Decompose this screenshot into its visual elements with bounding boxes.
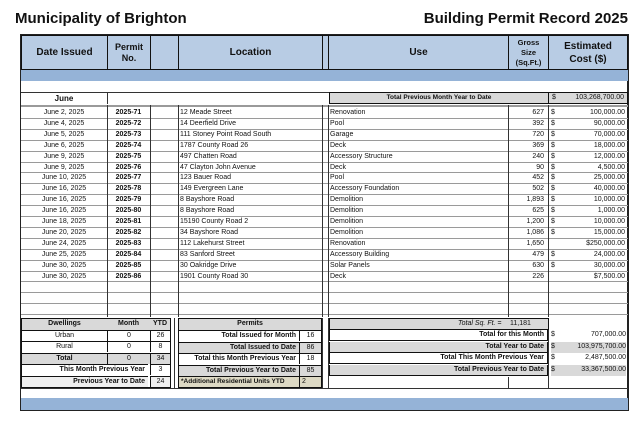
permit-cost: 30,000.00	[593, 261, 625, 269]
permit-use: Demolition	[330, 218, 364, 225]
month-row-divider	[107, 92, 108, 104]
permit-cost-currency: $	[551, 228, 555, 236]
col-divider	[150, 105, 151, 317]
permit-number: 2025-74	[115, 141, 142, 149]
summary-bottom-line	[21, 388, 628, 389]
permit-use: Pool	[330, 119, 345, 127]
permit-cost-currency: $	[551, 185, 555, 193]
additional-units-value: 2	[299, 376, 321, 387]
col-header-gross-l1: Gross	[517, 37, 540, 47]
prev-month-ytd-currency: $	[552, 94, 556, 101]
permit-date: June 18, 2025	[41, 218, 87, 225]
dwelling-ytd: 34	[150, 353, 170, 364]
permit-cost-currency: $	[551, 261, 555, 269]
col-header-permit	[107, 35, 151, 70]
cost-summary-label: Total Year to Date	[329, 342, 548, 353]
dwelling-month: 0	[107, 341, 150, 352]
permit-number: 2025-82	[115, 228, 142, 236]
dwellings-ytd-header: YTD	[150, 319, 170, 330]
prev-month-ytd-value: 103,268,700.00	[575, 94, 624, 101]
permit-number: 2025-77	[115, 174, 142, 182]
dwelling-month: 0	[107, 330, 150, 341]
dwellings-header: Dwellings	[22, 319, 107, 330]
permit-date: June 30, 2025	[41, 261, 87, 269]
permit-use: Renovation	[330, 239, 366, 247]
col-divider	[508, 105, 509, 317]
cost-summary-value: 103,975,700.00	[560, 342, 626, 353]
permit-location: 111 Stoney Point Road South	[180, 130, 272, 138]
permit-size: 1,650	[526, 239, 544, 247]
permit-number: 2025-78	[115, 185, 142, 193]
permit-cost: 70,000.00	[593, 130, 625, 138]
permit-cost-currency: $	[551, 141, 555, 149]
permit-cost: 15,000.00	[593, 228, 625, 236]
permit-number: 2025-81	[115, 218, 142, 225]
permit-use: Garage	[330, 130, 354, 138]
permit-size: 1,086	[526, 228, 544, 236]
rows-top-rule	[21, 105, 628, 107]
permits-summary-label: Total Previous Year to Date	[179, 365, 299, 376]
permit-location: 12 Meade Street	[180, 109, 232, 116]
col-divider	[174, 318, 175, 388]
col-divider	[508, 377, 509, 388]
permit-size: 90	[536, 163, 544, 171]
col-header-permit-l1: Permit	[114, 41, 143, 52]
row-divider	[21, 303, 628, 304]
permit-cost: 40,000.00	[593, 185, 625, 193]
col-header-blank	[150, 35, 179, 70]
dwelling-month: 0	[107, 353, 150, 364]
prev-month-ytd-value-cell	[548, 92, 628, 104]
col-header-location-label: Location	[229, 47, 272, 58]
row-divider	[21, 281, 628, 282]
permits-summary-value: 18	[299, 353, 321, 364]
dwelling-ytd: 26	[150, 330, 170, 341]
permit-size: 226	[532, 272, 544, 280]
cost-summary-currency: $	[551, 365, 561, 376]
permit-use: Accessory Foundation	[330, 185, 400, 193]
permits-summary-header: Permits	[179, 319, 321, 330]
cost-summary-label: Total This Month Previous Year	[329, 353, 548, 364]
total-sqft-value: 11,181	[510, 320, 531, 327]
permit-cost-currency: $	[551, 152, 555, 160]
permit-cost: 24,000.00	[593, 250, 625, 258]
permit-cost-currency: $	[551, 119, 555, 127]
permit-location: 123 Bauer Road	[180, 174, 231, 182]
permits-summary-label: Total this Month Previous Year	[179, 353, 299, 364]
permit-date: June 5, 2025	[43, 130, 85, 138]
row-divider	[21, 314, 628, 315]
permit-number: 2025-71	[115, 109, 142, 116]
col-divider	[548, 330, 549, 388]
permit-location: 47 Clayton John Avenue	[180, 163, 256, 171]
permit-use: Pool	[330, 174, 345, 182]
col-header-date-label: Date Issued	[36, 47, 93, 58]
permit-number: 2025-75	[115, 152, 142, 160]
permit-cost-currency: $	[551, 196, 555, 204]
permit-cost-currency: $	[551, 163, 555, 171]
dwell-prev-year-to-date-label: Previous Year to Date	[22, 376, 148, 387]
permit-location: 15190 County Road 2	[180, 218, 249, 225]
permit-cost: 1,000.00	[597, 207, 625, 215]
permit-cost: 10,000.00	[593, 218, 625, 225]
row-divider	[21, 292, 628, 293]
permit-use: Demolition	[330, 196, 364, 204]
permit-use: Solar Panels	[330, 261, 370, 269]
dwelling-ytd: 8	[150, 341, 170, 352]
permit-location: 8 Bayshore Road	[180, 207, 235, 215]
permit-location: 30 Oakridge Drive	[180, 261, 237, 269]
dwell-prev-year-to-date-value: 24	[150, 376, 170, 387]
permit-number: 2025-84	[115, 250, 142, 258]
permit-location: 497 Chatten Road	[180, 152, 237, 160]
permit-size: 502	[532, 185, 544, 193]
permit-cost: $250,000.00	[586, 239, 625, 247]
col-header-gross	[508, 35, 549, 70]
footer-band	[21, 398, 628, 410]
permit-use: Accessory Building	[330, 250, 390, 258]
cost-summary-value: 707,000.00	[590, 331, 626, 338]
permit-date: June 2, 2025	[43, 109, 85, 116]
permit-use: Deck	[330, 163, 346, 171]
col-header-permit-l2: No.	[121, 52, 137, 63]
permit-number: 2025-72	[115, 119, 142, 127]
permit-number: 2025-83	[115, 239, 142, 247]
permit-cost: 25,000.00	[593, 174, 625, 182]
permit-location: 1787 County Road 26	[180, 141, 249, 149]
permit-cost: $7,500.00	[593, 272, 625, 280]
cost-summary-value: 33,367,500.00	[560, 365, 626, 376]
col-header-date	[21, 35, 108, 70]
permit-size: 479	[532, 250, 544, 258]
permits-summary-value: 85	[299, 365, 321, 376]
permit-location: 1901 County Road 30	[180, 272, 249, 280]
permit-location: 149 Evergreen Lane	[180, 185, 244, 193]
permit-number: 2025-73	[115, 130, 142, 138]
dwell-this-month-prev-year-value: 3	[150, 364, 170, 375]
permit-size: 452	[532, 174, 544, 182]
col-header-cost-l1: Estimated	[564, 40, 612, 52]
permit-location: 8 Bayshore Road	[180, 196, 235, 204]
permit-use: Demolition	[330, 207, 364, 215]
month-label: June	[54, 94, 74, 103]
dwell-this-month-prev-year-label: This Month Previous Year	[22, 364, 148, 375]
permit-cost-currency: $	[551, 250, 555, 258]
cost-summary-label: Total Previous Year to Date	[329, 365, 548, 376]
dwellings-month-header: Month	[107, 319, 150, 330]
permit-number: 2025-79	[115, 196, 142, 204]
dwelling-label: Total	[22, 353, 107, 364]
permit-location: 83 Sanford Street	[180, 250, 235, 258]
permits-summary-value: 16	[299, 330, 321, 341]
col-header-gross-l2: Size	[520, 47, 536, 57]
permit-size: 392	[532, 119, 544, 127]
permit-number: 2025-76	[115, 163, 142, 171]
permit-cost: 10,000.00	[593, 196, 625, 204]
permit-size: 240	[532, 152, 544, 160]
col-header-location	[178, 35, 323, 70]
total-sqft-cell	[329, 318, 549, 330]
permit-cost-currency: $	[551, 174, 555, 182]
col-header-use	[328, 35, 509, 70]
permit-cost: 12,000.00	[593, 152, 625, 160]
col-divider	[548, 105, 549, 317]
cost-summary-label: Total for this Month	[329, 330, 548, 341]
permit-cost: 18,000.00	[593, 141, 625, 149]
permit-use: Demolition	[330, 228, 364, 236]
permit-use: Renovation	[330, 109, 366, 116]
col-header-cost	[548, 35, 628, 70]
permits-summary-value: 86	[299, 342, 321, 353]
permit-use: Deck	[330, 141, 346, 149]
permit-use: Deck	[330, 272, 346, 280]
record-title: Building Permit Record 2025	[423, 10, 628, 27]
dwelling-label: Urban	[22, 330, 107, 341]
col-divider	[322, 105, 323, 317]
permit-size: 627	[532, 109, 544, 116]
cost-summary-currency: $	[551, 331, 555, 338]
permit-size: 630	[532, 261, 544, 269]
permit-date: June 24, 2025	[41, 239, 87, 247]
permits-summary-label: Total Issued for Month	[179, 330, 299, 341]
col-divider	[328, 105, 329, 317]
cost-summary-value: 2,487,500.00	[585, 354, 626, 362]
header-band	[21, 70, 628, 81]
col-divider	[178, 105, 179, 317]
permit-date: June 6, 2025	[43, 141, 85, 149]
permit-date: June 16, 2025	[41, 207, 87, 215]
permit-date: June 25, 2025	[41, 250, 87, 258]
permit-date: June 20, 2025	[41, 228, 87, 236]
permit-date: June 30, 2025	[41, 272, 87, 280]
permit-number: 2025-80	[115, 207, 142, 215]
permit-size: 1,200	[526, 218, 544, 225]
permit-cost: 100,000.00	[589, 109, 625, 116]
permits-summary-label: Total Issued to Date	[179, 342, 299, 353]
cost-summary-currency: $	[551, 354, 555, 362]
prev-month-ytd-label: Total Previous Month Year to Date	[329, 92, 549, 104]
permit-date: June 9, 2025	[43, 152, 85, 160]
col-divider	[107, 105, 108, 317]
permit-date: June 16, 2025	[41, 185, 87, 193]
dwelling-label: Rural	[22, 341, 107, 352]
permit-size: 1,893	[526, 196, 544, 204]
col-divider	[322, 318, 323, 388]
permit-size: 369	[532, 141, 544, 149]
col-header-use-label: Use	[409, 47, 428, 58]
permit-cost-currency: $	[551, 130, 555, 138]
permit-cost-currency: $	[551, 207, 555, 215]
total-sqft-label: Total Sq. Ft. =	[458, 320, 502, 327]
permit-cost-currency: $	[551, 109, 555, 116]
cost-summary-currency: $	[551, 342, 561, 353]
permit-use: Accessory Structure	[330, 152, 393, 160]
permit-date: June 16, 2025	[41, 196, 87, 204]
permit-location: 14 Deerfield Drive	[180, 119, 237, 127]
permit-date: June 4, 2025	[43, 119, 85, 127]
permit-location: 34 Bayshore Road	[180, 228, 238, 236]
col-divider	[328, 318, 329, 388]
col-header-gross-l3: (Sq.Ft.)	[515, 57, 542, 67]
col-header-cost-l2: Cost ($)	[569, 53, 607, 65]
permit-location: 112 Lakehurst Street	[180, 239, 245, 247]
permit-cost-currency: $	[551, 218, 555, 225]
permit-date: June 10, 2025	[41, 174, 87, 182]
permit-number: 2025-85	[115, 261, 142, 269]
permit-date: June 9, 2025	[43, 163, 85, 171]
permit-cost: 4,500.00	[597, 163, 625, 171]
permit-size: 625	[532, 207, 544, 215]
additional-units-label: *Additional Residential Units YTD	[179, 376, 299, 387]
permit-cost: 90,000.00	[593, 119, 625, 127]
municipality-title: Municipality of Brighton	[15, 10, 187, 27]
permit-number: 2025-86	[115, 272, 142, 280]
permit-size: 720	[532, 130, 544, 138]
